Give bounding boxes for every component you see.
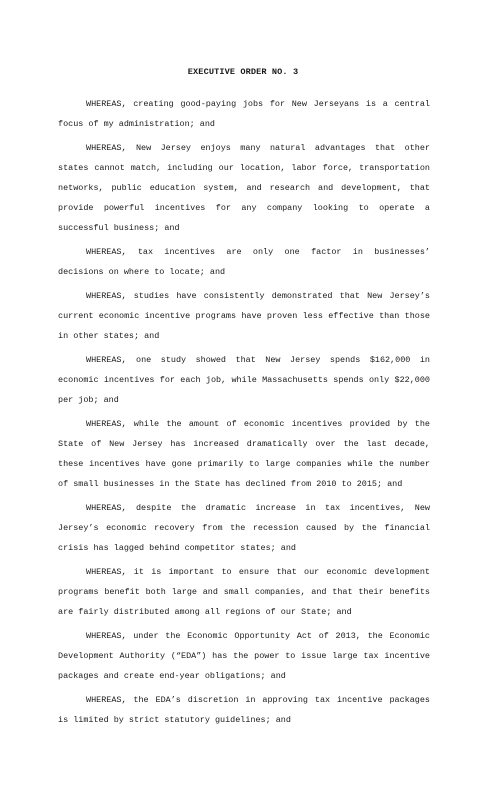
whereas-paragraph: WHEREAS, the EDA’s discretion in approving tax incentive packages is limited by strict statutory guidelines; and [58,695,430,725]
whereas-paragraph: WHEREAS, New Jersey enjoys many natural advantages that other states cannot match, including our location, labor force, transportation networks, public education system, and research and development, that provide powerful incentives for any company looking to operate a successful business; and [58,143,430,233]
whereas-paragraph: WHEREAS, it is important to ensure that our economic development programs benefit both large and small companies, and that their benefits are fairly distributed among all regions of our State; and [58,567,430,617]
whereas-paragraph: WHEREAS, studies have consistently demonstrated that New Jersey’s current economic incentive programs have proven less effective than those in other states; and [58,291,430,341]
document-title: EXECUTIVE ORDER NO. 3 [187,67,299,77]
whereas-paragraph: WHEREAS, creating good-paying jobs for New Jerseyans is a central focus of my administration; and [58,99,430,129]
whereas-paragraph: WHEREAS, while the amount of economic incentives provided by the State of New Jersey has increased dramatically over the last decade, these incentives have gone primarily to large companies while the number of small businesses in the State has declined from 2010 to 2015; and [58,419,430,489]
whereas-paragraph: WHEREAS, under the Economic Opportunity Act of 2013, the Economic Development Authority (“EDA”) has the power to issue large tax incentive packages and create end-year obligations; and [58,631,430,681]
whereas-paragraph: WHEREAS, tax incentives are only one factor in businesses’ decisions on where to locate; and [58,247,430,277]
document-body [58,94,430,734]
whereas-paragraph: WHEREAS, one study showed that New Jersey spends $162,000 in economic incentives for each job, while Massachusetts spends only $22,000 per job; and [58,355,430,405]
whereas-paragraph: WHEREAS, despite the dramatic increase in tax incentives, New Jersey’s economic recovery from the recession caused by the financial crisis has lagged behind competitor states; and [58,503,430,553]
